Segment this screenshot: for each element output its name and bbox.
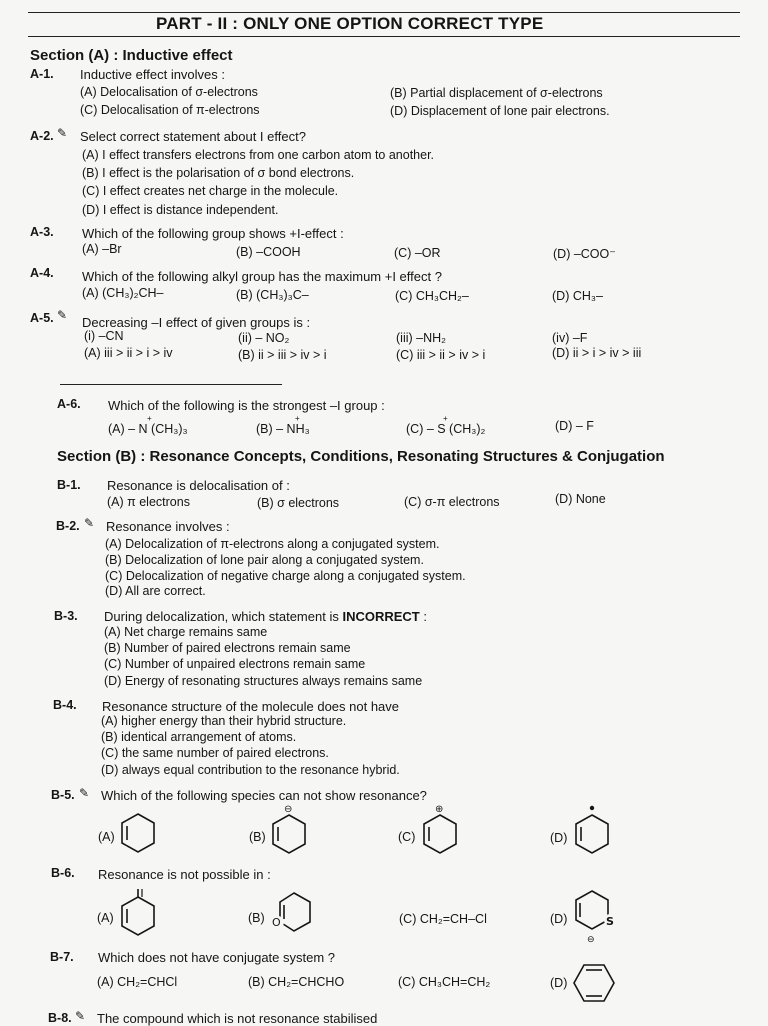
option-c: (C) iii > ii > iv > i (396, 348, 486, 362)
option-d: (D) ii > i > iv > iii (552, 346, 642, 360)
pencil-icon: ✎ (57, 308, 68, 322)
question-text: The compound which is not resonance stabilised (97, 1011, 378, 1026)
option-b: (B) ii > iii > iv > i (238, 348, 327, 362)
question-text: Which of the following species can not show resonance? (101, 788, 427, 803)
top-rule (28, 12, 740, 13)
separator-rule (60, 384, 282, 385)
section-b-title: Section (B) : Resonance Concepts, Conditions, Resonating Structures & Conjugation (57, 448, 665, 465)
methylenecyclohexene-structure (118, 888, 158, 940)
option-b: (B) Partial displacement of σ-electrons (390, 86, 603, 100)
pencil-icon: ✎ (75, 1009, 86, 1023)
question-number: A-3. (30, 225, 54, 239)
option-a: (A) higher energy than their hybrid structure. (101, 714, 347, 728)
question-text: Resonance involves : (106, 519, 230, 534)
option-a: (A) I effect transfers electrons from one carbon atom to another. (82, 148, 435, 162)
option-d: (D) All are correct. (105, 584, 206, 598)
title-rule (28, 36, 740, 37)
option-d: (D) (550, 976, 568, 990)
option-d: (D) (550, 831, 568, 845)
question-text: Select correct statement about I effect? (80, 129, 306, 144)
option-c: (C) the same number of paired electrons. (101, 746, 329, 760)
option-d: (D) – F (555, 419, 594, 433)
question-text: Decreasing –I effect of given groups is : (82, 315, 311, 330)
option-b: (B) –COOH (236, 245, 301, 259)
question-number: B-4. (53, 698, 77, 712)
option-d: (D) None (555, 492, 606, 506)
cyclohexene-structure (118, 812, 158, 856)
positive-charge: ⊕ (435, 804, 444, 815)
option-b: (B) (CH₃)₃C– (236, 288, 309, 302)
thiane-anion-structure (570, 888, 620, 944)
question-number: B-3. (54, 609, 78, 623)
positive-charge: + (295, 414, 300, 423)
question-number: B-5. (51, 788, 75, 802)
question-text: Inductive effect involves : (80, 67, 226, 82)
question-number: B-1. (57, 478, 81, 492)
emphasis-text: INCORRECT (342, 609, 420, 624)
cyclohexenyl-anion-structure (269, 803, 309, 857)
option-c: (C) Number of unpaired electrons remain same (104, 657, 366, 671)
option-a: (A) Delocalization of π-electrons along a conjugated system. (105, 537, 440, 551)
question-number: A-1. (30, 67, 54, 81)
option-a: (A) – N (CH₃)₃ (108, 422, 188, 436)
option-a: (A) iii > ii > i > iv (84, 346, 173, 360)
question-text: During delocalization, which statement is INCORRECT : (104, 609, 427, 624)
option-b: (B) Number of paired electrons remain same (104, 641, 351, 655)
option-c: (C) Delocalization of negative charge along a conjugated system. (105, 569, 466, 583)
question-number: B-8. (48, 1011, 72, 1025)
option-b: (B) Delocalization of lone pair along a conjugated system. (105, 553, 424, 567)
group-iv: (iv) –F (552, 331, 588, 345)
option-c: (C) CH₃CH₂– (395, 289, 469, 303)
option-a: (A) (CH₃)₂CH– (82, 286, 164, 300)
option-c: (C) CH₂=CH–Cl (399, 912, 487, 926)
question-number: B-6. (51, 866, 75, 880)
question-number: B-7. (50, 950, 74, 964)
dihydropyran-structure (268, 890, 316, 936)
group-ii: (ii) – NO₂ (238, 331, 290, 345)
option-a: (A) (97, 911, 114, 925)
question-number: A-6. (57, 397, 81, 411)
sulfur-atom: S (606, 915, 614, 928)
option-c: (C) (398, 830, 416, 844)
option-d: (D) I effect is distance independent. (82, 203, 279, 217)
pencil-icon: ✎ (84, 516, 95, 530)
option-a: (A) (98, 830, 115, 844)
page-title: PART - II : ONLY ONE OPTION CORRECT TYPE (156, 14, 544, 33)
option-a: (A) CH₂=CHCl (97, 975, 178, 989)
group-i: (i) –CN (84, 329, 124, 343)
pencil-icon: ✎ (57, 126, 68, 140)
question-text: Resonance is not possible in : (98, 867, 271, 882)
cyclohexenyl-radical-structure (572, 803, 612, 857)
question-number: A-4. (30, 266, 54, 280)
question-text: Which of the following group shows +I-effect : (82, 226, 344, 241)
option-a: (A) Net charge remains same (104, 625, 268, 639)
question-number: A-5. (30, 311, 54, 325)
pencil-icon: ✎ (79, 786, 90, 800)
option-b: (B) σ electrons (257, 496, 340, 510)
option-b: (B) I effect is the polarisation of σ bond electrons. (82, 166, 355, 180)
question-text: Resonance is delocalisation of : (107, 478, 290, 493)
cyclohexenyl-cation-structure (420, 803, 460, 857)
section-a-title: Section (A) : Inductive effect (30, 47, 233, 64)
option-a: (A) π electrons (107, 495, 190, 509)
option-d: (D) Energy of resonating structures always remains same (104, 674, 423, 688)
option-a: (A) Delocalisation of σ-electrons (80, 85, 258, 99)
option-d: (D) (550, 912, 568, 926)
option-b: (B) identical arrangement of atoms. (101, 730, 297, 744)
option-b: (B) (249, 830, 266, 844)
group-iii: (iii) –NH₂ (396, 331, 446, 345)
positive-charge: + (443, 414, 448, 423)
option-c: (C) σ-π electrons (404, 495, 500, 509)
option-c: (C) CH₃CH=CH₂ (398, 975, 491, 989)
question-text: Resonance structure of the molecule does not have (102, 699, 400, 714)
negative-charge: ⊖ (284, 804, 293, 815)
option-d: (D) always equal contribution to the resonance hybrid. (101, 763, 400, 777)
option-d: (D) CH₃– (552, 289, 603, 303)
option-b: (B) CH₂=CHCHO (248, 975, 345, 989)
option-c: (C) Delocalisation of π-electrons (80, 103, 260, 117)
option-b: (B) – NH₃ (256, 422, 310, 436)
question-text: Which of the following alkyl group has the maximum +I effect ? (82, 269, 442, 284)
option-b: (B) (248, 911, 265, 925)
option-c: (C) I effect creates net charge in the molecule. (82, 184, 339, 198)
question-text: Which of the following is the strongest –I group : (108, 398, 385, 413)
negative-charge: ⊖ (587, 935, 595, 945)
oxygen-atom: O (272, 916, 281, 929)
question-number: A-2. (30, 129, 54, 143)
option-d: (D) –COO⁻ (553, 247, 616, 261)
cyclohexadiene-structure (572, 963, 616, 1003)
question-number: B-2. (56, 519, 80, 533)
option-a: (A) –Br (82, 242, 122, 256)
option-d: (D) Displacement of lone pair electrons. (390, 104, 610, 118)
option-c: (C) –OR (394, 246, 441, 260)
positive-charge: + (147, 414, 152, 423)
option-c: (C) – S (CH₃)₂ (406, 422, 486, 436)
question-text: Which does not have conjugate system ? (98, 950, 336, 965)
